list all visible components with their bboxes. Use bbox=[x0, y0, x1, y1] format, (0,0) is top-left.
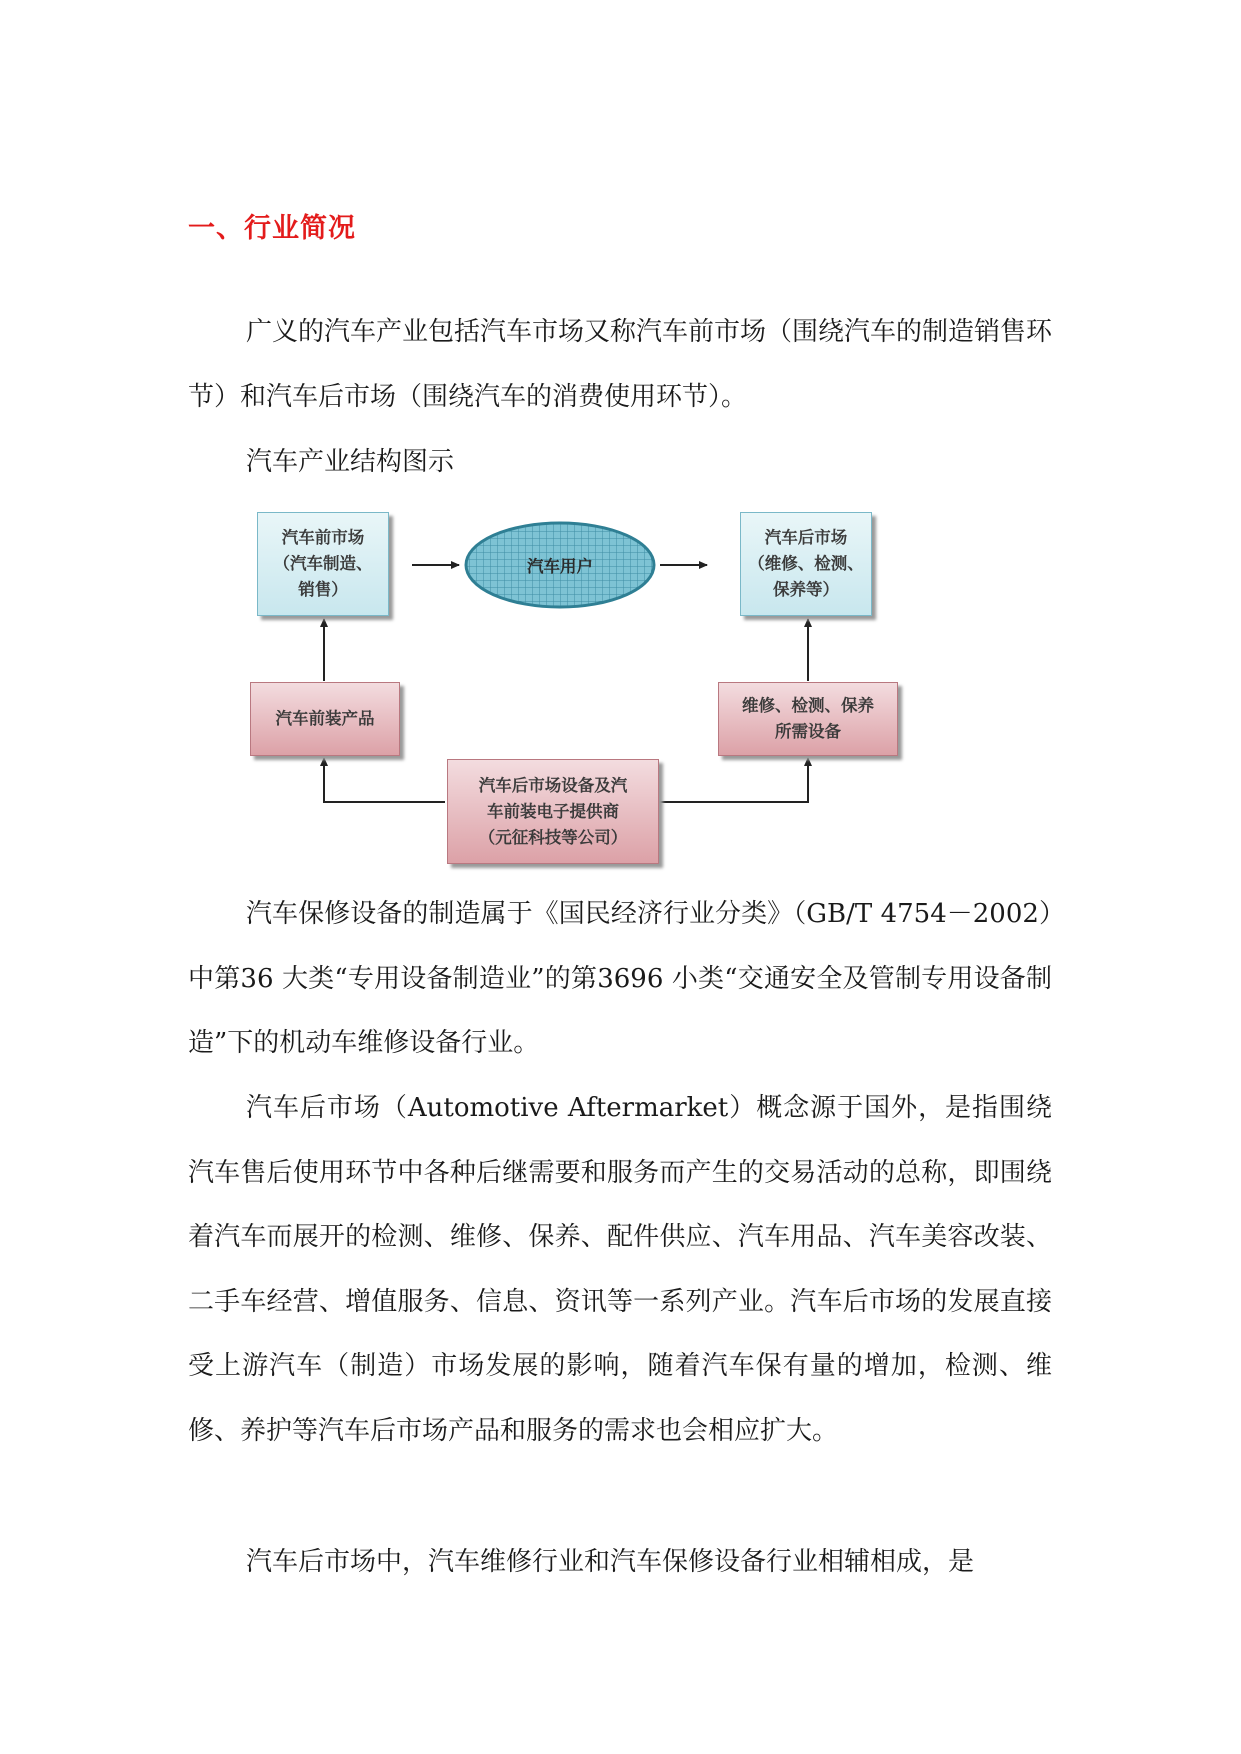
arrow-provider-to-products bbox=[324, 758, 445, 802]
front-products-box: 汽车前装产品 bbox=[250, 682, 400, 756]
car-users-label: 汽车用户 bbox=[527, 557, 593, 576]
provider-box: 汽车后市场设备及汽 车前装电子提供商 （元征科技等公司） bbox=[447, 759, 659, 864]
figure-caption: 汽车产业结构图示 bbox=[246, 447, 455, 477]
paragraph-continuation: 汽车后市场中，汽车维修行业和汽车保修设备行业相辅相成，是 bbox=[246, 1547, 975, 1577]
arrow-provider-to-equipment bbox=[652, 758, 808, 802]
section-heading: 一、行业简况 bbox=[188, 213, 356, 244]
after-market-box: 汽车后市场 （维修、检测、 保养等） bbox=[740, 512, 872, 616]
paragraph-classification: 汽车保修设备的制造属于《国民经济行业分类》（GB/T 4754－2002）中第36 大类“专用设备制造业”的第3696 小类“交通安全及管制专用设备制造”下的机动车维修设备行业。 bbox=[188, 899, 1052, 1058]
industry-structure-diagram bbox=[252, 510, 912, 865]
maintenance-equipment-box: 维修、检测、保养 所需设备 bbox=[718, 682, 898, 756]
front-market-box: 汽车前市场 （汽车制造、 销售） bbox=[257, 512, 389, 616]
paragraph-intro: 广义的汽车产业包括汽车市场又称汽车前市场（围绕汽车的制造销售环节）和汽车后市场（围绕汽车的消费使用环节）。 bbox=[188, 317, 1053, 412]
paragraph-aftermarket: 汽车后市场（Automotive Aftermarket）概念源于国外，是指围绕汽车售后使用环节中各种后继需要和服务而产生的交易活动的总称，即围绕着汽车而展开的检测、维修、保养、配件供应、汽车用品、汽车美容改装、二手车经营、增值服务、信息、资讯等一系列产业。汽车后市场的发展直接受上游汽车（制造）市场发展的影响，随着汽车保有量的增加，检测、维修、养护等汽车后市场产品和服务的需求也会相应扩大。 bbox=[188, 1093, 1052, 1446]
